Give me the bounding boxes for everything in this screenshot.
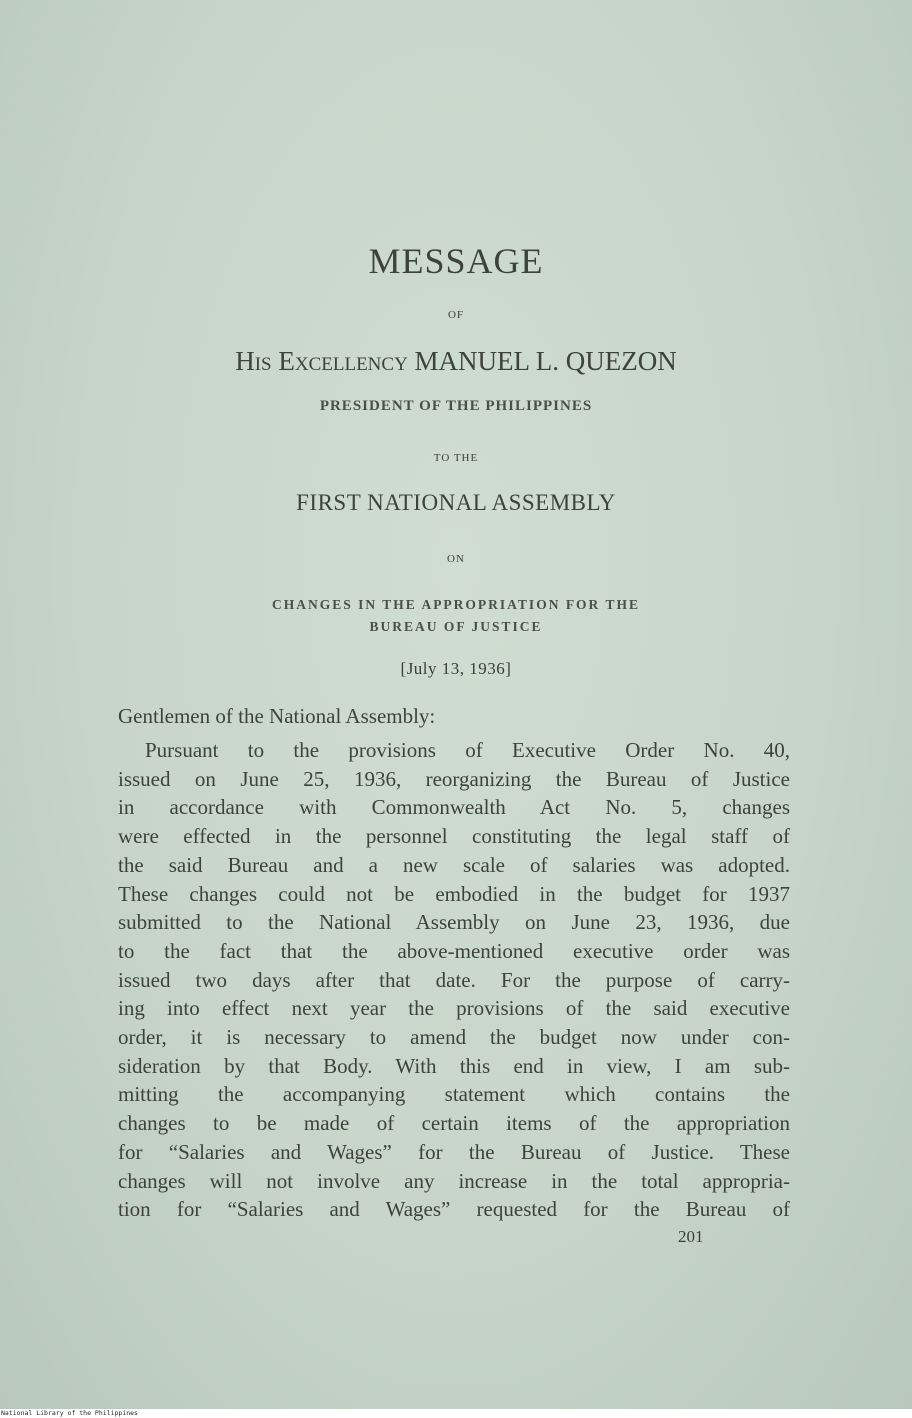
body-line: issued on June 25, 1936, reorganizing the Bureau of Justice bbox=[118, 766, 790, 791]
salutation: Gentlemen of the National Assembly: bbox=[118, 704, 436, 728]
body-line: submitted to the National Assembly on June 23, 1936, due bbox=[118, 910, 790, 935]
person-prefix: His Excellency bbox=[235, 346, 408, 376]
body-line: changes will not involve any increase in the total appropria- bbox=[118, 1168, 790, 1193]
page-number: 201 bbox=[678, 1227, 704, 1246]
body-line: issued two days after that date. For the purpose of carry- bbox=[118, 967, 790, 992]
body-line: in accordance with Commonwealth Act No. 5, changes bbox=[118, 795, 790, 820]
addressee-heading: FIRST NATIONAL ASSEMBLY bbox=[296, 490, 616, 515]
message-date: [July 13, 1936] bbox=[400, 659, 512, 678]
body-line: ing into effect next year the provisions of the said executive bbox=[118, 996, 790, 1021]
footer-bar bbox=[0, 1409, 912, 1418]
body-line: order, it is necessary to amend the budget now under con- bbox=[118, 1025, 790, 1050]
document-title: MESSAGE bbox=[368, 241, 544, 281]
body-line: sideration by that Body. With this end in view, I am sub- bbox=[118, 1053, 790, 1078]
body-line: for “Salaries and Wages” for the Bureau of Justice. These bbox=[118, 1139, 790, 1164]
of-label: OF bbox=[447, 309, 465, 321]
body-line: the said Bureau and a new scale of salaries was adopted. bbox=[118, 852, 790, 877]
person-name: MANUEL L. QUEZON bbox=[414, 346, 677, 376]
person-heading bbox=[0, 346, 912, 377]
subject-line-2: BUREAU OF JUSTICE bbox=[369, 619, 543, 634]
subject-line-1: CHANGES IN THE APPROPRIATION FOR THE bbox=[272, 597, 640, 612]
body-line: changes to be made of certain items of the appropriation bbox=[118, 1111, 790, 1136]
footer-credit: National Library of the Philippines bbox=[1, 1409, 138, 1417]
body-line: tion for “Salaries and Wages” requested for the Bureau of bbox=[118, 1197, 790, 1222]
subject-heading bbox=[0, 594, 912, 638]
to-the-label: TO THE bbox=[433, 452, 479, 464]
on-label: ON bbox=[447, 553, 465, 565]
body-line: Pursuant to the provisions of Executive Order No. 40, bbox=[145, 738, 790, 762]
body-line: to the fact that the above-mentioned executive order was bbox=[118, 938, 790, 963]
body-line: These changes could not be embodied in the budget for 1937 bbox=[118, 881, 790, 906]
body-paragraph bbox=[118, 736, 790, 1224]
body-line: mitting the accompanying statement which contains the bbox=[118, 1082, 790, 1107]
position-title: PRESIDENT OF THE PHILIPPINES bbox=[319, 398, 593, 414]
body-line: were effected in the personnel constituting the legal staff of bbox=[118, 824, 790, 849]
